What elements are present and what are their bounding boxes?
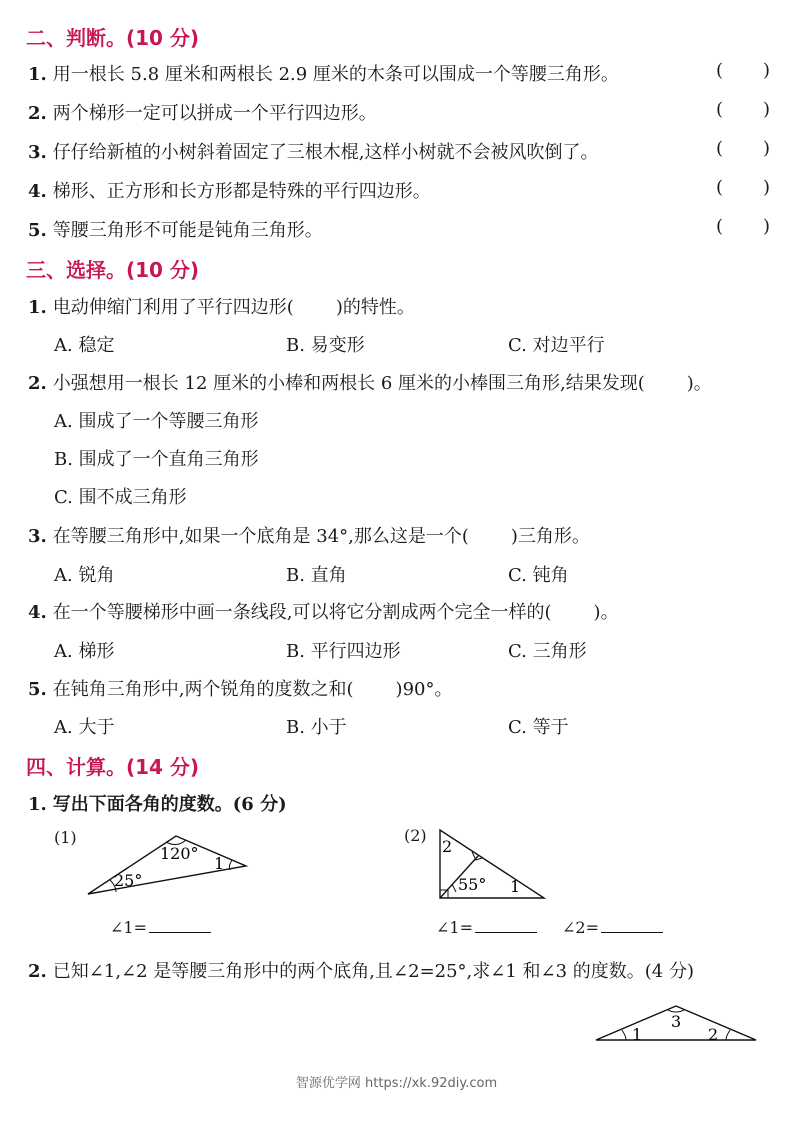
judge-item-2: 2. 两个梯形一定可以拼成一个平行四边形。 — [28, 103, 377, 124]
choice-item-2: 2. 小强想用一根长 12 厘米的小棒和两根长 6 厘米的小棒围三角形,结果发现( )。 — [28, 373, 712, 394]
judge-answer-3[interactable]: ( ) — [716, 138, 771, 159]
judge-answer-5[interactable]: ( ) — [716, 216, 771, 237]
choice-5-option-a[interactable]: A. 大于 — [54, 717, 115, 738]
fig1-angle-top: 120° — [160, 844, 199, 863]
fig2-triangle — [430, 826, 550, 902]
fig1-angle-left: 25° — [114, 871, 143, 890]
fig2-angle-1: 1 — [510, 877, 521, 896]
section-calc-heading: 四、计算。(14 分) — [26, 755, 200, 779]
choice-1-option-a[interactable]: A. 稳定 — [54, 335, 115, 356]
choice-item-4: 4. 在一个等腰梯形中画一条线段,可以将它分割成两个完全一样的( )。 — [28, 602, 619, 623]
fig2-answer-1-line[interactable] — [475, 918, 537, 933]
choice-2-option-a[interactable]: A. 围成了一个等腰三角形 — [54, 411, 259, 432]
judge-item-1: 1. 用一根长 5.8 厘米和两根长 2.9 厘米的木条可以围成一个等腰三角形。 — [28, 64, 619, 85]
choice-2-option-c[interactable]: C. 围不成三角形 — [54, 487, 187, 508]
calc-q2: 2. 已知∠1,∠2 是等腰三角形中的两个底角,且∠2=25°,求∠1 和∠3 的度数。(4 分) — [28, 961, 695, 982]
fig1-label: (1) — [54, 828, 77, 847]
fig1-angle-right: 1 — [214, 854, 225, 873]
judge-item-3: 3. 仔仔给新植的小树斜着固定了三根木棍,这样小树就不会被风吹倒了。 — [28, 142, 599, 163]
choice-3-option-b[interactable]: B. 直角 — [286, 565, 347, 586]
choice-4-option-c[interactable]: C. 三角形 — [508, 641, 587, 662]
choice-1-option-c[interactable]: C. 对边平行 — [508, 335, 605, 356]
section-choice-heading: 三、选择。(10 分) — [26, 258, 200, 282]
choice-2-option-b[interactable]: B. 围成了一个直角三角形 — [54, 449, 259, 470]
fig1-triangle — [80, 828, 260, 900]
fig2-label: (2) — [404, 826, 427, 845]
choice-item-1: 1. 电动伸缩门利用了平行四边形( )的特性。 — [28, 297, 415, 318]
choice-1-option-b[interactable]: B. 易变形 — [286, 335, 365, 356]
fig2-answer-2: ∠2= — [562, 918, 663, 937]
section-judge-heading: 二、判断。(10 分) — [26, 26, 200, 50]
footer-watermark: 智源优学网 https://xk.92diy.com — [295, 1076, 498, 1091]
fig2-angle-2: 2 — [442, 837, 453, 856]
judge-item-4: 4. 梯形、正方形和长方形都是特殊的平行四边形。 — [28, 181, 431, 202]
judge-item-5: 5. 等腰三角形不可能是钝角三角形。 — [28, 220, 323, 241]
fig2-answer-1: ∠1= — [436, 918, 537, 937]
fig1-answer: ∠1= — [110, 918, 211, 937]
choice-item-5: 5. 在钝角三角形中,两个锐角的度数之和( )90°。 — [28, 679, 453, 700]
calc-q1: 1. 写出下面各角的度数。(6 分) — [28, 794, 287, 815]
fig1-answer-line[interactable] — [149, 918, 211, 933]
judge-answer-1[interactable]: ( ) — [716, 60, 771, 81]
fig2-angle-55: 55° — [458, 875, 487, 894]
fig3-angle-2: 2 — [708, 1025, 719, 1044]
fig3-isosceles-triangle — [592, 1000, 762, 1046]
choice-3-option-c[interactable]: C. 钝角 — [508, 565, 569, 586]
fig3-angle-1: 1 — [632, 1025, 643, 1044]
fig2-answer-2-line[interactable] — [601, 918, 663, 933]
choice-3-option-a[interactable]: A. 锐角 — [54, 565, 115, 586]
judge-answer-2[interactable]: ( ) — [716, 99, 771, 120]
choice-item-3: 3. 在等腰三角形中,如果一个底角是 34°,那么这是一个( )三角形。 — [28, 526, 590, 547]
choice-5-option-c[interactable]: C. 等于 — [508, 717, 569, 738]
choice-5-option-b[interactable]: B. 小于 — [286, 717, 347, 738]
fig3-angle-3: 3 — [671, 1012, 682, 1031]
choice-4-option-b[interactable]: B. 平行四边形 — [286, 641, 401, 662]
judge-answer-4[interactable]: ( ) — [716, 177, 771, 198]
choice-4-option-a[interactable]: A. 梯形 — [54, 641, 115, 662]
